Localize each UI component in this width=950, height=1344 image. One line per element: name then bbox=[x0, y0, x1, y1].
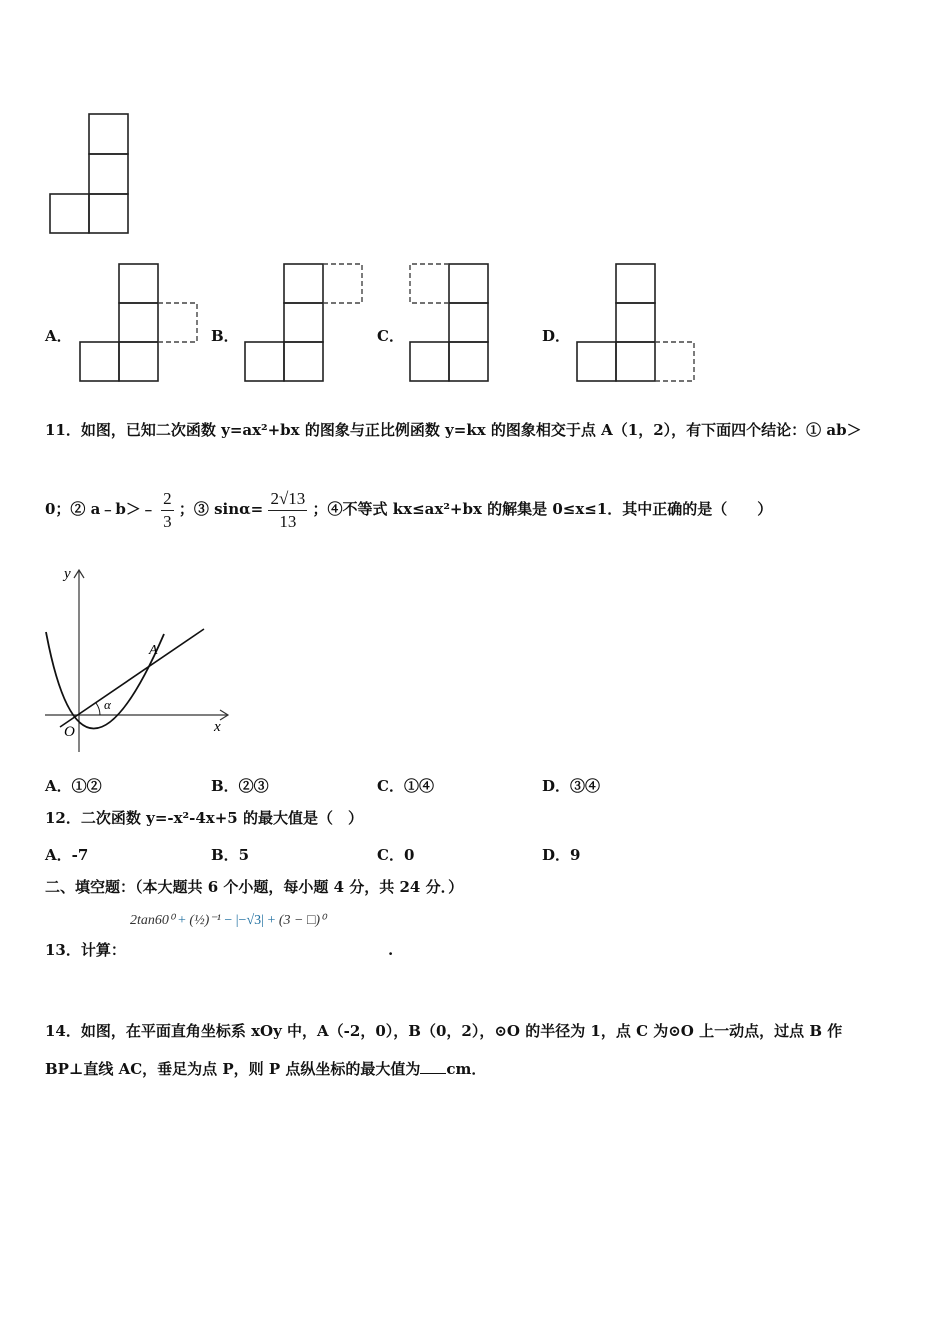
graph-angle-label: α bbox=[104, 697, 111, 712]
q13-end-period: . bbox=[388, 941, 394, 959]
formula-op-plus2: + bbox=[267, 913, 276, 928]
q14-answer-blank[interactable] bbox=[420, 1059, 446, 1074]
q11-option-c[interactable]: C．①④ bbox=[377, 777, 434, 795]
q10-option-a-figure[interactable] bbox=[78, 260, 203, 385]
q12-option-c[interactable]: C．0 bbox=[377, 846, 415, 864]
graph-point-a-label: A bbox=[149, 643, 158, 658]
q11-frac1-num: 2 bbox=[161, 488, 174, 511]
q14-stem-line1: 14．如图，在平面直角坐标系 xOy 中，A（-2，0），B（0，2），⊙O 的半径为 1，点 C 为⊙O 上一动点，过点 B 作 bbox=[45, 1022, 843, 1040]
q10-option-c-figure[interactable] bbox=[408, 260, 498, 385]
graph-y-label: y bbox=[64, 566, 71, 582]
q11-stem-line1: 11．如图，已知二次函数 y=ax²+bx 的图象与正比例函数 y=kx 的图象相交于点 A（1，2），有下面四个结论：① ab＞ bbox=[45, 421, 862, 439]
q11-text-b: ；③ sinα= bbox=[178, 500, 264, 518]
q12-option-b[interactable]: B．5 bbox=[211, 846, 250, 864]
q11-frac1-den: 3 bbox=[163, 511, 172, 531]
q12-option-a[interactable]: A．-7 bbox=[45, 846, 89, 864]
q11-text-c: ；④不等式 kx≤ax²+bx 的解集是 0≤x≤1．其中正确的是（ ） bbox=[312, 500, 773, 518]
q11-graph bbox=[40, 562, 240, 757]
formula-part-abs: |−√3| bbox=[235, 913, 264, 928]
q11-option-b[interactable]: B．②③ bbox=[211, 777, 269, 795]
q11-frac2-den: 13 bbox=[279, 511, 297, 531]
q14-text-a: BP⊥直线 AC，垂足为点 P，则 P 点纵坐标的最大值为 bbox=[45, 1060, 421, 1078]
q14-text-b: cm． bbox=[446, 1060, 487, 1078]
section2-heading: 二、填空题：（本大题共 6 个小题，每小题 4 分，共 24 分．） bbox=[45, 878, 464, 896]
q13-formula bbox=[130, 912, 326, 929]
q10-option-c-label[interactable]: C． bbox=[377, 327, 404, 345]
formula-op-plus1: + bbox=[178, 913, 186, 928]
q11-fraction-two-thirds bbox=[161, 488, 174, 533]
q12-stem: 12．二次函数 y=-x²-4x+5 的最大值是（ ） bbox=[45, 809, 363, 827]
q11-stem-line2 bbox=[45, 485, 772, 533]
q11-frac2-num: 2√13 bbox=[268, 488, 307, 511]
q10-option-d-figure[interactable] bbox=[575, 260, 700, 385]
q10-option-d-label[interactable]: D． bbox=[542, 327, 571, 345]
q10-main-figure bbox=[45, 110, 135, 238]
q10-option-a-label[interactable]: A． bbox=[45, 327, 72, 345]
formula-part-half: (½)⁻¹ bbox=[189, 913, 221, 928]
q11-text-a: 0；② a﹣b＞﹣ bbox=[45, 500, 156, 518]
graph-origin-label: O bbox=[64, 724, 75, 740]
q12-option-d[interactable]: D．9 bbox=[542, 846, 581, 864]
q11-option-d[interactable]: D．③④ bbox=[542, 777, 601, 795]
q13-label: 13．计算： bbox=[45, 941, 126, 959]
formula-op-minus: − bbox=[224, 913, 233, 928]
q10-option-b-label[interactable]: B． bbox=[211, 327, 239, 345]
q10-option-b-figure[interactable] bbox=[243, 260, 368, 385]
q11-option-a[interactable]: A．①② bbox=[45, 777, 102, 795]
q14-stem-line2 bbox=[45, 1059, 486, 1079]
q11-fraction-sin bbox=[268, 488, 307, 533]
graph-x-label: x bbox=[214, 719, 221, 735]
formula-part-zero-power: (3 − □)⁰ bbox=[278, 913, 326, 928]
formula-part-tan: 2tan60⁰ bbox=[130, 913, 175, 928]
